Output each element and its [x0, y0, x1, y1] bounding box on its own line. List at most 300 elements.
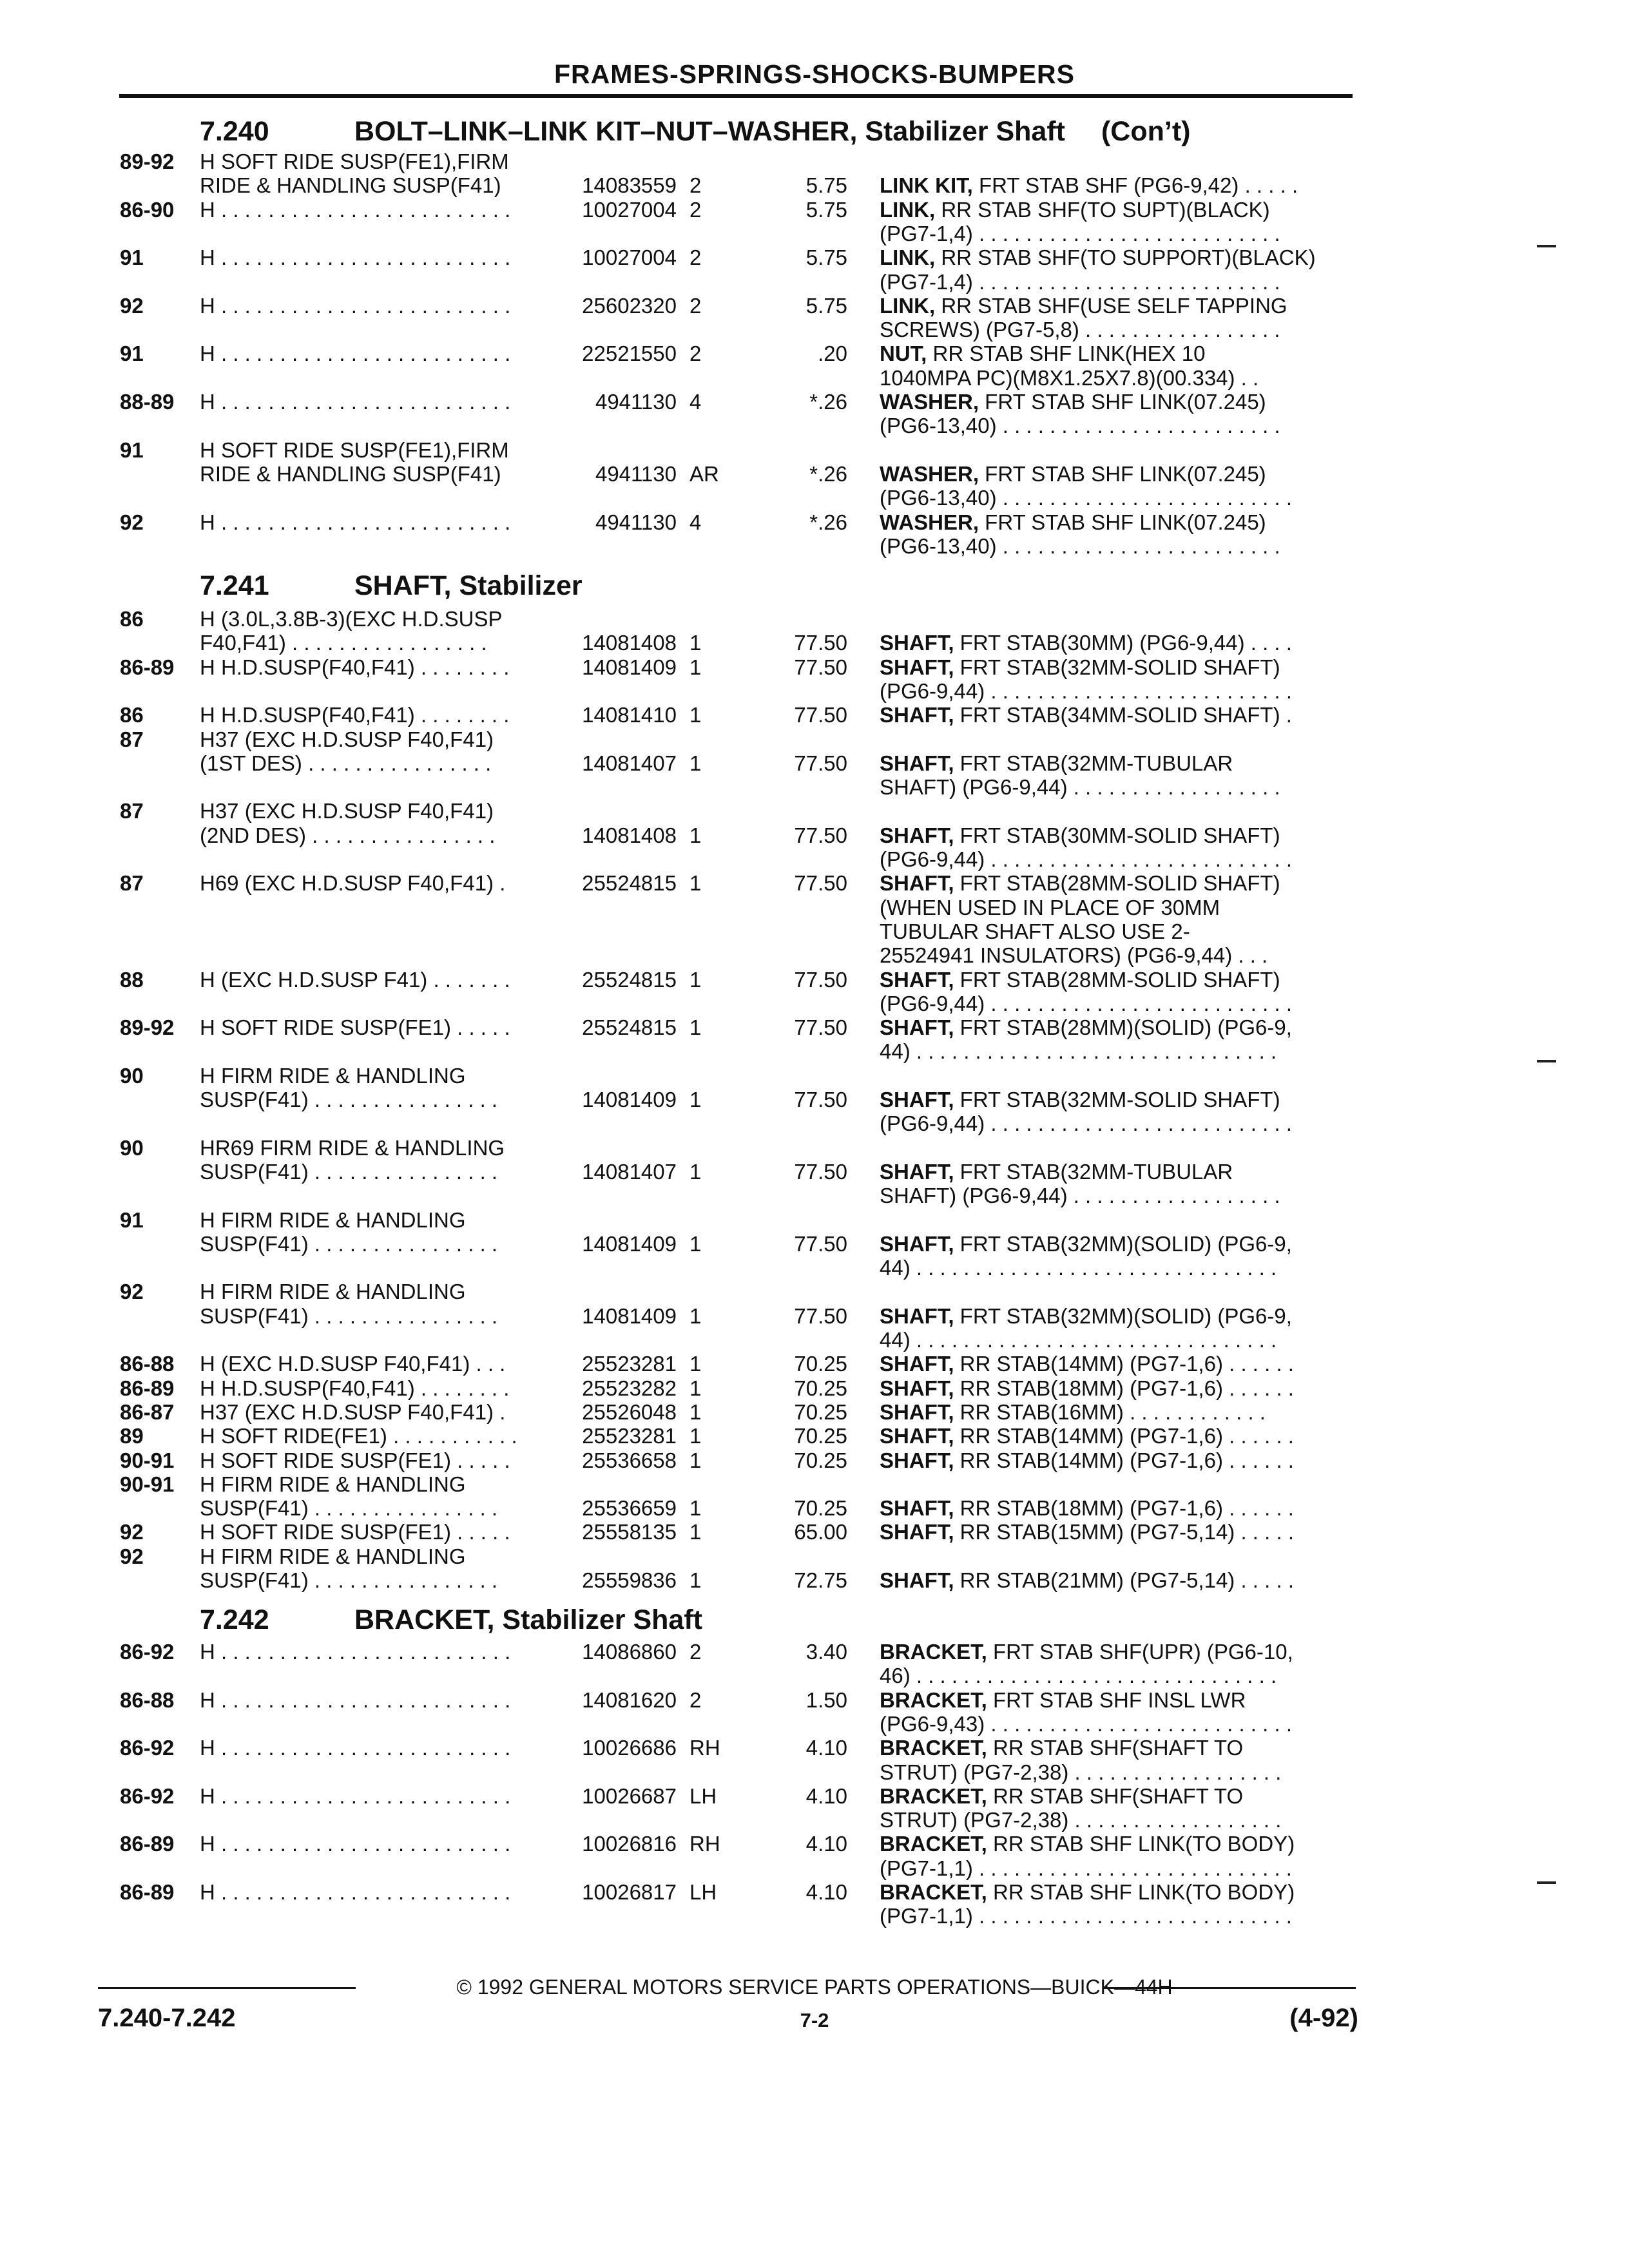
quantity: 1 — [689, 703, 702, 727]
part-number: 25523281 — [582, 1352, 677, 1376]
part-description — [880, 1736, 1353, 1760]
application: H . . . . . . . . . . . . . . . . . . . . . . . . . — [200, 1736, 511, 1760]
part-description — [880, 1904, 1353, 1928]
part-name: SHAFT, — [880, 823, 954, 847]
part-description — [880, 1088, 1353, 1111]
part-description — [880, 1712, 1353, 1736]
part-detail: RR STAB(18MM) (PG7-1,6) . . . . . . — [954, 1496, 1294, 1521]
part-name: SHAFT, — [880, 1376, 954, 1400]
part-name: BRACKET, — [880, 1783, 987, 1808]
margin-mark — [1537, 1060, 1556, 1062]
part-description — [880, 1664, 1353, 1687]
part-description — [880, 1111, 1353, 1135]
part-name: SHAFT, — [880, 1088, 954, 1111]
quantity: 1 — [689, 1352, 702, 1376]
quantity: LH — [689, 1783, 717, 1808]
application: (2ND DES) . . . . . . . . . . . . . . . . — [200, 823, 496, 847]
application: H . . . . . . . . . . . . . . . . . . . . . . . . . — [200, 197, 511, 222]
part-number: 25602320 — [582, 293, 677, 318]
part-description — [880, 1784, 1353, 1808]
price: 70.25 — [794, 1352, 847, 1376]
page-number: 7-2 — [800, 2009, 829, 2032]
part-name: WASHER, — [880, 461, 979, 486]
year-range: 86-88 — [120, 1352, 175, 1376]
price: *.26 — [809, 390, 847, 414]
part-detail: FRT STAB(34MM-SOLID SHAFT) . — [954, 703, 1292, 727]
application: H . . . . . . . . . . . . . . . . . . . . . . . . . — [200, 1640, 511, 1664]
quantity: 1 — [689, 1159, 702, 1184]
part-detail: FRT STAB(32MM-SOLID SHAFT) — [954, 1088, 1280, 1111]
application: H SOFT RIDE SUSP(FE1) . . . . . — [200, 1015, 510, 1040]
price: 65.00 — [794, 1520, 847, 1544]
application: SUSP(F41) . . . . . . . . . . . . . . . . — [200, 1088, 498, 1111]
part-number: 25523281 — [582, 1424, 677, 1448]
year-range: 86-89 — [120, 1832, 175, 1856]
quantity: 2 — [689, 293, 702, 318]
price: 5.75 — [805, 245, 847, 270]
application: H H.D.SUSP(F40,F41) . . . . . . . . — [200, 1376, 510, 1400]
part-number: 4941130 — [595, 390, 677, 414]
part-name: LINK KIT, — [880, 173, 973, 198]
part-detail: TUBULAR SHAFT ALSO USE 2- — [880, 919, 1190, 943]
part-description — [880, 1568, 1353, 1592]
price: 5.75 — [805, 197, 847, 222]
part-description — [880, 510, 1353, 534]
year-range: 86 — [120, 703, 144, 727]
year-range: 86-92 — [120, 1640, 175, 1664]
part-name: NUT, — [880, 341, 927, 366]
quantity: 2 — [689, 173, 702, 198]
part-description — [880, 462, 1353, 486]
part-description — [880, 823, 1353, 847]
part-number: 25526048 — [582, 1399, 677, 1424]
part-detail: RR STAB(21MM) (PG7-5,14) . . . . . — [954, 1568, 1294, 1592]
part-description — [880, 1760, 1353, 1784]
price: 4.10 — [805, 1783, 847, 1808]
price: 70.25 — [794, 1496, 847, 1521]
year-range: 90-91 — [120, 1472, 175, 1496]
year-range: 92 — [120, 510, 144, 534]
part-description — [880, 1496, 1353, 1520]
part-name: SHAFT, — [880, 1520, 954, 1544]
part-detail: (PG6-13,40) . . . . . . . . . . . . . . . . . . . . . . . . — [880, 533, 1280, 558]
application: (1ST DES) . . . . . . . . . . . . . . . . — [200, 751, 492, 775]
part-number: 4941130 — [595, 461, 677, 486]
application: H FIRM RIDE & HANDLING — [200, 1280, 466, 1304]
year-range: 86 — [120, 607, 144, 631]
quantity: 1 — [689, 1496, 702, 1521]
application: SUSP(F41) . . . . . . . . . . . . . . . . — [200, 1303, 498, 1328]
part-name: BRACKET, — [880, 1640, 987, 1664]
year-range: 88 — [120, 967, 144, 992]
year-range: 86-88 — [120, 1687, 175, 1712]
section-number: 7.241 — [200, 570, 269, 601]
part-number: 14081409 — [582, 1231, 677, 1256]
part-name: SHAFT, — [880, 1568, 954, 1592]
application: H FIRM RIDE & HANDLING — [200, 1207, 466, 1232]
quantity: 1 — [689, 967, 702, 992]
year-range: 92 — [120, 1520, 144, 1544]
application: H SOFT RIDE SUSP(FE1) . . . . . — [200, 1520, 510, 1544]
year-range: 92 — [120, 293, 144, 318]
section-title: BRACKET, Stabilizer Shaft — [354, 1604, 702, 1635]
part-number: 10026816 — [582, 1832, 677, 1856]
part-number: 4941130 — [595, 510, 677, 534]
part-description — [880, 341, 1353, 365]
part-detail: (PG6-9,44) . . . . . . . . . . . . . . . . . . . . . . . . . . — [880, 991, 1292, 1015]
part-description — [880, 1352, 1353, 1376]
part-number: 14086860 — [582, 1640, 677, 1664]
part-detail: FRT STAB(32MM-TUBULAR — [954, 751, 1233, 775]
section-continued: (Con’t) — [1101, 116, 1191, 147]
part-description — [880, 1304, 1353, 1328]
application: H69 (EXC H.D.SUSP F40,F41) . — [200, 871, 506, 896]
application: H37 (EXC H.D.SUSP F40,F41) . — [200, 1399, 506, 1424]
part-name: SHAFT, — [880, 1015, 954, 1040]
part-name: BRACKET, — [880, 1736, 987, 1760]
part-detail: RR STAB SHF(TO SUPPORT)(BLACK) — [935, 245, 1316, 270]
part-name: BRACKET, — [880, 1687, 987, 1712]
part-number: 25559836 — [582, 1568, 677, 1592]
quantity: 2 — [689, 197, 702, 222]
year-range: 87 — [120, 799, 144, 823]
year-range: 86-92 — [120, 1736, 175, 1760]
part-description — [880, 1856, 1353, 1880]
part-detail: RR STAB SHF(TO SUPT)(BLACK) — [935, 197, 1270, 222]
year-range: 86-89 — [120, 655, 175, 679]
application: F40,F41) . . . . . . . . . . . . . . . . . — [200, 631, 487, 655]
part-detail: FRT STAB(32MM-SOLID SHAFT) — [954, 655, 1280, 679]
part-description — [880, 173, 1353, 197]
part-number: 14083559 — [582, 173, 677, 198]
section-title: BOLT–LINK–LINK KIT–NUT–WASHER, Stabilizer Shaft — [354, 116, 1065, 147]
part-detail: RR STAB(14MM) (PG7-1,6) . . . . . . — [954, 1448, 1294, 1472]
part-detail: RR STAB SHF LINK(HEX 10 — [927, 341, 1206, 366]
part-detail: FRT STAB SHF LINK(07.245) — [979, 510, 1266, 534]
part-description — [880, 270, 1353, 294]
year-range: 86-89 — [120, 1880, 175, 1904]
price: 70.25 — [794, 1376, 847, 1400]
part-number: 25558135 — [582, 1520, 677, 1544]
part-detail: FRT STAB SHF (PG6-9,42) . . . . . — [972, 173, 1298, 198]
price: 77.50 — [794, 703, 847, 727]
part-description — [880, 1808, 1353, 1832]
year-range: 88-89 — [120, 390, 175, 414]
part-description — [880, 1232, 1353, 1256]
part-detail: RR STAB SHF LINK(TO BODY) — [987, 1832, 1295, 1856]
application: RIDE & HANDLING SUSP(F41) — [200, 173, 501, 198]
year-range: 91 — [120, 437, 144, 462]
part-description — [880, 631, 1353, 655]
part-name: SHAFT, — [880, 1496, 954, 1521]
application: HR69 FIRM RIDE & HANDLING — [200, 1135, 505, 1160]
part-detail: SCREWS) (PG7-5,8) . . . . . . . . . . . . . . . . . — [880, 318, 1280, 342]
part-description — [880, 703, 1353, 727]
price: 77.50 — [794, 1015, 847, 1040]
header-rule — [119, 94, 1353, 98]
price: 77.50 — [794, 1159, 847, 1184]
price: 77.50 — [794, 967, 847, 992]
part-number: 25524815 — [582, 967, 677, 992]
year-range: 90 — [120, 1063, 144, 1088]
part-number: 14081409 — [582, 1303, 677, 1328]
quantity: 1 — [689, 1448, 702, 1472]
price: 77.50 — [794, 655, 847, 679]
part-description — [880, 1015, 1353, 1039]
part-number: 25536659 — [582, 1496, 677, 1521]
part-description — [880, 1160, 1353, 1184]
year-range: 90 — [120, 1135, 144, 1160]
price: 77.50 — [794, 1231, 847, 1256]
part-name: SHAFT, — [880, 703, 954, 727]
year-range: 86-87 — [120, 1399, 175, 1424]
year-range: 86-92 — [120, 1783, 175, 1808]
page-title: FRAMES-SPRINGS-SHOCKS-BUMPERS — [554, 59, 1075, 89]
part-detail: (PG7-1,1) . . . . . . . . . . . . . . . . . . . . . . . . . . . — [880, 1904, 1292, 1928]
part-detail: FRT STAB(28MM-SOLID SHAFT) — [954, 967, 1280, 992]
application: H . . . . . . . . . . . . . . . . . . . . . . . . . — [200, 293, 511, 318]
part-description — [880, 679, 1353, 703]
part-detail: RR STAB SHF LINK(TO BODY) — [987, 1880, 1295, 1904]
price: 77.50 — [794, 823, 847, 847]
part-detail: RR STAB SHF(SHAFT TO — [987, 1736, 1244, 1760]
price: 1.50 — [805, 1687, 847, 1712]
quantity: 2 — [689, 1640, 702, 1664]
part-detail: 44) . . . . . . . . . . . . . . . . . . . . . . . . . . . . . . . — [880, 1256, 1277, 1280]
application: H37 (EXC H.D.SUSP F40,F41) — [200, 727, 494, 751]
quantity: 1 — [689, 631, 702, 655]
application: H SOFT RIDE(FE1) . . . . . . . . . . . — [200, 1424, 517, 1448]
part-detail: FRT STAB(32MM)(SOLID) (PG6-9, — [954, 1303, 1292, 1328]
price: 4.10 — [805, 1832, 847, 1856]
part-description — [880, 968, 1353, 992]
price: 70.25 — [794, 1399, 847, 1424]
part-number: 14081407 — [582, 1159, 677, 1184]
part-name: SHAFT, — [880, 871, 954, 896]
price: 70.25 — [794, 1448, 847, 1472]
part-number: 25524815 — [582, 1015, 677, 1040]
section-range: 7.240-7.242 — [98, 2004, 236, 2032]
part-description — [880, 390, 1353, 414]
part-detail: STRUT) (PG7-2,38) . . . . . . . . . . . . . . . . . . — [880, 1808, 1282, 1832]
part-description — [880, 1832, 1353, 1856]
price: 5.75 — [805, 293, 847, 318]
application: H . . . . . . . . . . . . . . . . . . . . . . . . . — [200, 1880, 511, 1904]
application: H SOFT RIDE SUSP(FE1) . . . . . — [200, 1448, 510, 1472]
part-name: SHAFT, — [880, 967, 954, 992]
quantity: 1 — [689, 1088, 702, 1111]
part-description — [880, 919, 1353, 943]
part-detail: FRT STAB(28MM-SOLID SHAFT) — [954, 871, 1280, 896]
part-name: LINK, — [880, 197, 936, 222]
part-number: 10027004 — [582, 245, 677, 270]
part-number: 14081408 — [582, 631, 677, 655]
part-description — [880, 1688, 1353, 1712]
quantity: RH — [689, 1736, 720, 1760]
application: H FIRM RIDE & HANDLING — [200, 1472, 466, 1496]
part-description — [880, 1184, 1353, 1207]
part-number: 14081409 — [582, 655, 677, 679]
part-name: SHAFT, — [880, 1303, 954, 1328]
quantity: AR — [689, 461, 719, 486]
part-detail: SHAFT) (PG6-9,44) . . . . . . . . . . . . . . . . . . — [880, 1184, 1280, 1208]
part-name: WASHER, — [880, 390, 979, 414]
year-range: 87 — [120, 727, 144, 751]
quantity: 1 — [689, 655, 702, 679]
part-number: 10026817 — [582, 1880, 677, 1904]
part-detail: (PG6-9,44) . . . . . . . . . . . . . . . . . . . . . . . . . . — [880, 678, 1292, 703]
quantity: 4 — [689, 390, 702, 414]
part-detail: RR STAB(16MM) . . . . . . . . . . . . — [954, 1399, 1266, 1424]
part-description — [880, 1880, 1353, 1904]
application: H37 (EXC H.D.SUSP F40,F41) — [200, 799, 494, 823]
part-number: 22521550 — [582, 341, 677, 366]
section-heading — [200, 570, 583, 602]
part-detail: SHAFT) (PG6-9,44) . . . . . . . . . . . . . . . . . . — [880, 775, 1280, 800]
part-detail: (PG6-13,40) . . . . . . . . . . . . . . . . . . . . . . . . . — [880, 486, 1293, 510]
year-range: 91 — [120, 341, 144, 366]
quantity: 1 — [689, 823, 702, 847]
quantity: 1 — [689, 1231, 702, 1256]
part-detail: (PG7-1,1) . . . . . . . . . . . . . . . . . . . . . . . . . . . — [880, 1856, 1292, 1880]
part-name: LINK, — [880, 245, 936, 270]
part-number: 14081620 — [582, 1687, 677, 1712]
part-name: SHAFT, — [880, 1399, 954, 1424]
part-description — [880, 198, 1353, 222]
price: 77.50 — [794, 1088, 847, 1111]
quantity: 1 — [689, 1568, 702, 1592]
application: H . . . . . . . . . . . . . . . . . . . . . . . . . — [200, 341, 511, 366]
quantity: 2 — [689, 341, 702, 366]
part-detail: FRT STAB SHF INSL LWR — [987, 1687, 1246, 1712]
year-range: 86-90 — [120, 197, 175, 222]
quantity: 1 — [689, 1015, 702, 1040]
part-name: SHAFT, — [880, 655, 954, 679]
quantity: RH — [689, 1832, 720, 1856]
part-name: SHAFT, — [880, 1352, 954, 1376]
year-range: 89-92 — [120, 149, 175, 173]
application: H H.D.SUSP(F40,F41) . . . . . . . . — [200, 703, 510, 727]
application: H SOFT RIDE SUSP(FE1),FIRM — [200, 437, 509, 462]
year-range: 89 — [120, 1424, 144, 1448]
part-detail: RR STAB(14MM) (PG7-1,6) . . . . . . — [954, 1352, 1294, 1376]
application: SUSP(F41) . . . . . . . . . . . . . . . . — [200, 1568, 498, 1592]
year-range: 91 — [120, 245, 144, 270]
part-detail: RR STAB(15MM) (PG7-5,14) . . . . . — [954, 1520, 1294, 1544]
application: H SOFT RIDE SUSP(FE1),FIRM — [200, 149, 509, 173]
part-number: 10026686 — [582, 1736, 677, 1760]
part-description — [880, 1424, 1353, 1448]
part-detail: (PG6-9,44) . . . . . . . . . . . . . . . . . . . . . . . . . . — [880, 847, 1292, 871]
application: H . . . . . . . . . . . . . . . . . . . . . . . . . — [200, 510, 511, 534]
part-detail: RR STAB SHF(USE SELF TAPPING — [935, 293, 1287, 318]
copyright-notice: © 1992 GENERAL MOTORS SERVICE PARTS OPERATIONS—BUICK—44H — [456, 1975, 1173, 1999]
part-detail: FRT STAB(32MM-TUBULAR — [954, 1159, 1233, 1184]
part-number: 25523282 — [582, 1376, 677, 1400]
part-name: SHAFT, — [880, 631, 954, 655]
year-range: 86-89 — [120, 1376, 175, 1400]
part-description — [880, 1640, 1353, 1664]
application: H . . . . . . . . . . . . . . . . . . . . . . . . . — [200, 1687, 511, 1712]
part-number: 10027004 — [582, 197, 677, 222]
price: 77.50 — [794, 871, 847, 896]
part-detail: 46) . . . . . . . . . . . . . . . . . . . . . . . . . . . . . . . — [880, 1664, 1277, 1688]
section-title: SHAFT, Stabilizer — [354, 570, 583, 601]
part-detail: RR STAB SHF(SHAFT TO — [987, 1783, 1244, 1808]
price: 4.10 — [805, 1880, 847, 1904]
quantity: LH — [689, 1880, 717, 1904]
part-name: SHAFT, — [880, 1448, 954, 1472]
part-description — [880, 943, 1353, 967]
part-description — [880, 222, 1353, 245]
part-name: WASHER, — [880, 510, 979, 534]
part-name: SHAFT, — [880, 751, 954, 775]
application: H (EXC H.D.SUSP F41) . . . . . . . — [200, 967, 510, 992]
price: *.26 — [809, 461, 847, 486]
part-description — [880, 486, 1353, 510]
part-description — [880, 318, 1353, 341]
section-number: 7.240 — [200, 116, 269, 147]
part-detail: 1040MPA PC)(M8X1.25X7.8)(00.334) . . — [880, 365, 1259, 390]
part-detail: (WHEN USED IN PLACE OF 30MM — [880, 895, 1220, 919]
part-description — [880, 414, 1353, 437]
part-number: 10026687 — [582, 1783, 677, 1808]
part-detail: 25524941 INSULATORS) (PG6-9,44) . . . — [880, 943, 1268, 968]
part-description — [880, 847, 1353, 871]
application: H (3.0L,3.8B-3)(EXC H.D.SUSP — [200, 607, 503, 631]
part-description — [880, 1256, 1353, 1280]
part-name: SHAFT, — [880, 1231, 954, 1256]
quantity: 1 — [689, 1424, 702, 1448]
application: H . . . . . . . . . . . . . . . . . . . . . . . . . — [200, 245, 511, 270]
year-range: 92 — [120, 1280, 144, 1304]
part-detail: RR STAB(18MM) (PG7-1,6) . . . . . . — [954, 1376, 1294, 1400]
part-description — [880, 245, 1353, 269]
part-number: 25536658 — [582, 1448, 677, 1472]
part-name: BRACKET, — [880, 1880, 987, 1904]
price: 4.10 — [805, 1736, 847, 1760]
part-name: SHAFT, — [880, 1159, 954, 1184]
part-number: 14081409 — [582, 1088, 677, 1111]
price: 77.50 — [794, 631, 847, 655]
quantity: 1 — [689, 1520, 702, 1544]
quantity: 1 — [689, 1376, 702, 1400]
price: 3.40 — [805, 1640, 847, 1664]
part-number: 14081408 — [582, 823, 677, 847]
part-description — [880, 294, 1353, 318]
year-range: 87 — [120, 871, 144, 896]
price: 5.75 — [805, 173, 847, 198]
part-detail: FRT STAB(30MM) (PG6-9,44) . . . . — [954, 631, 1292, 655]
part-number: 14081407 — [582, 751, 677, 775]
application: H FIRM RIDE & HANDLING — [200, 1063, 466, 1088]
application: RIDE & HANDLING SUSP(F41) — [200, 461, 501, 486]
price: 77.50 — [794, 751, 847, 775]
quantity: 4 — [689, 510, 702, 534]
application: H (EXC H.D.SUSP F40,F41) . . . — [200, 1352, 506, 1376]
part-detail: FRT STAB(28MM)(SOLID) (PG6-9, — [954, 1015, 1292, 1040]
part-detail: FRT STAB(30MM-SOLID SHAFT) — [954, 823, 1280, 847]
application: H . . . . . . . . . . . . . . . . . . . . . . . . . — [200, 1832, 511, 1856]
part-detail: FRT STAB SHF LINK(07.245) — [979, 461, 1266, 486]
part-detail: (PG6-13,40) . . . . . . . . . . . . . . . . . . . . . . . . — [880, 414, 1280, 438]
part-description — [880, 655, 1353, 679]
year-range: 92 — [120, 1544, 144, 1568]
part-detail: 44) . . . . . . . . . . . . . . . . . . . . . . . . . . . . . . . — [880, 1039, 1277, 1064]
part-name: SHAFT, — [880, 1424, 954, 1448]
section-heading — [200, 116, 1190, 148]
quantity: 1 — [689, 1303, 702, 1328]
